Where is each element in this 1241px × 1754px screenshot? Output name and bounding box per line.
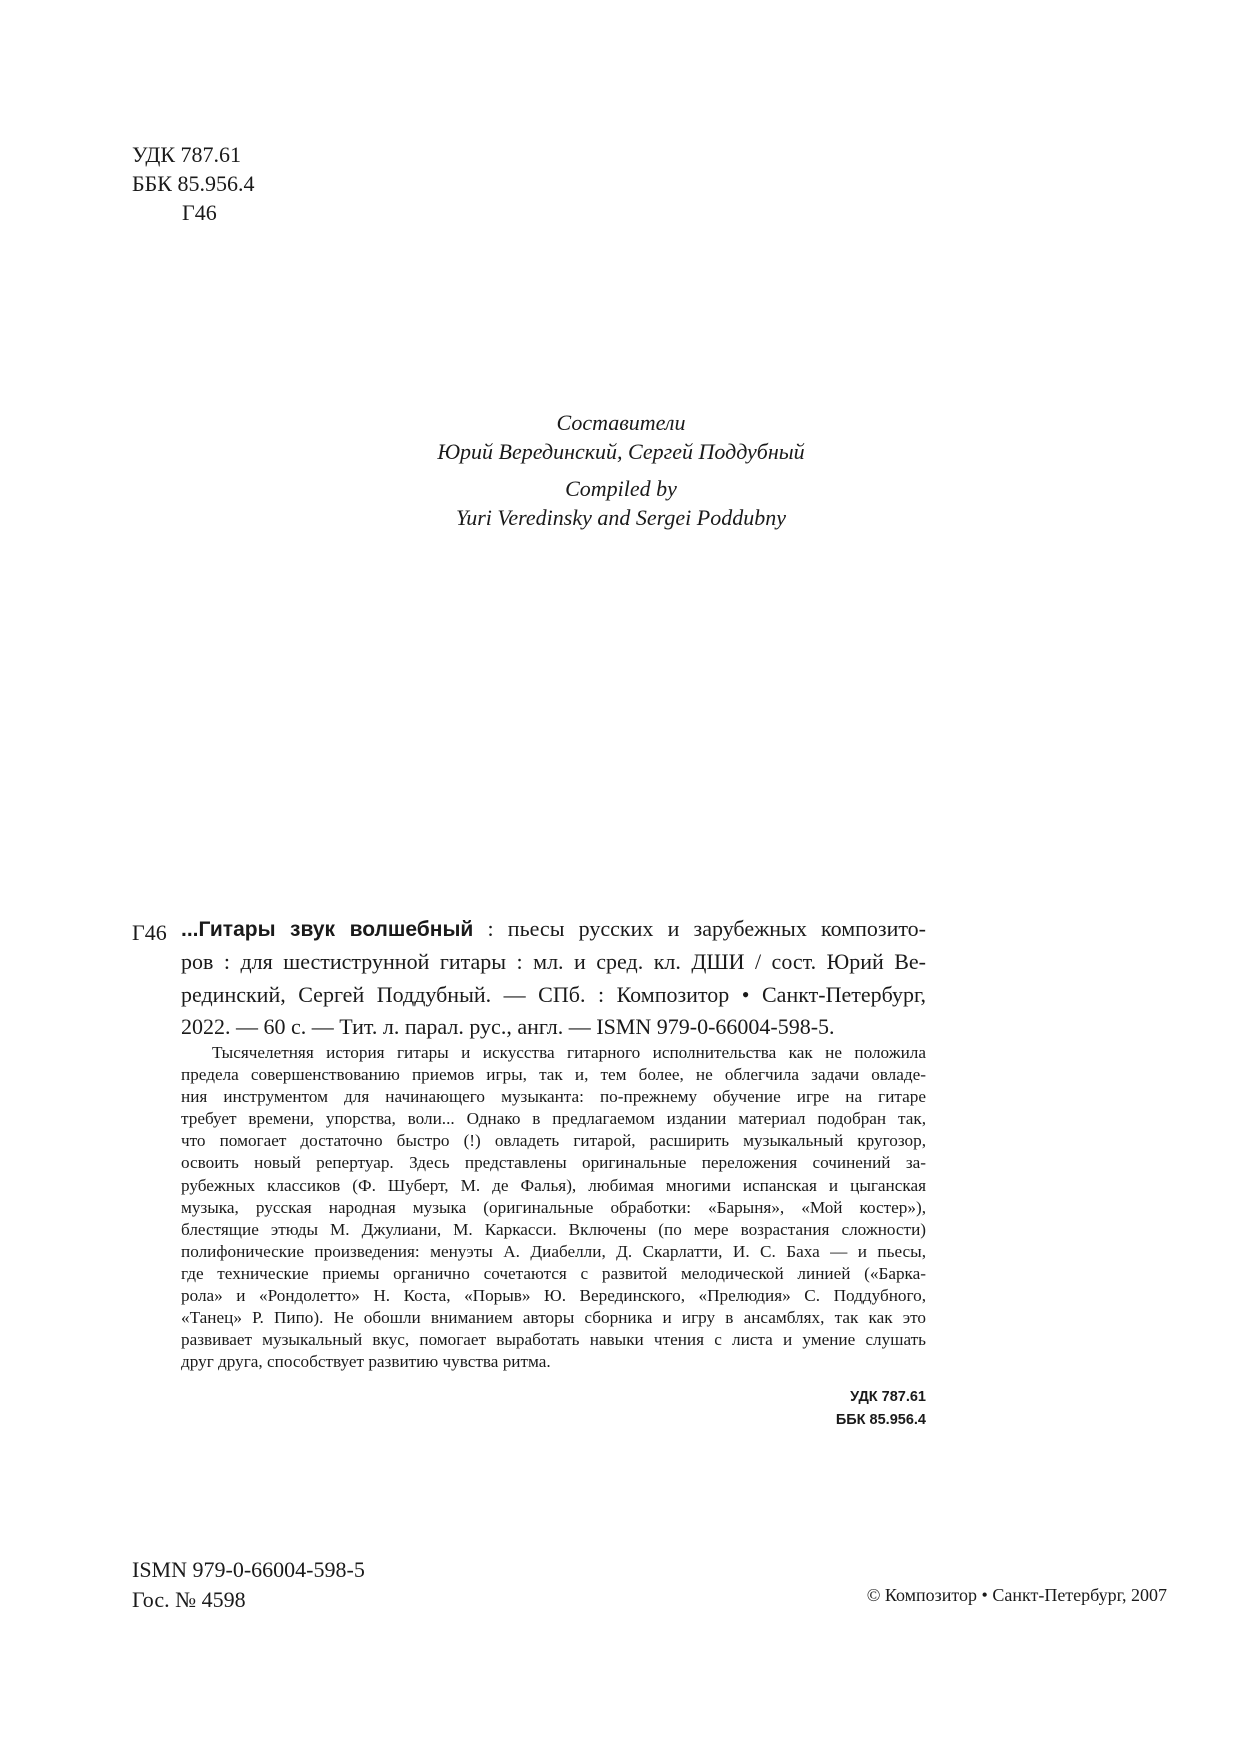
annotation: [181, 1042, 926, 1373]
compilers-heading-en: Compiled by: [565, 476, 677, 501]
author-mark: Г46: [182, 200, 217, 225]
bbk-code: ББК 85.956.4: [132, 171, 255, 196]
ismn: ISMN 979-0-66004-598-5: [132, 1557, 365, 1582]
annotation-line: рубежных классиков (Ф. Шуберт, М. де Фалья), любимая многими испанская и цыганская: [181, 1175, 926, 1195]
bib-line-4: 2022. — 60 с. — Тит. л. парал. рус., англ. — ISMN 979-0-66004-598-5.: [181, 1014, 835, 1040]
udk-code: УДК 787.61: [132, 142, 242, 167]
bib-line-1: ...Гитары звук волшебный : пьесы русских и зарубежных композито-: [181, 916, 927, 941]
compilers-names-ru: Юрий Верединский, Сергей Поддубный: [437, 439, 805, 464]
book-title: ...Гитары звук волшебный: [181, 918, 474, 941]
annotation-line: рола» и «Рондолетто» Н. Коста, «Порыв» Ю. Верединского, «Прелюдия» С. Поддубного,: [181, 1286, 926, 1306]
annotation-line: что помогает достаточно быстро (!) овладеть гитарой, расширить музыкальный кругозор,: [181, 1131, 926, 1151]
compilers-names-en: Yuri Veredinsky and Sergei Poddubny: [456, 505, 786, 530]
gos-number: Гос. № 4598: [132, 1587, 246, 1612]
bibliography-code: Г46: [132, 920, 167, 945]
bib-line-3: рединский, Сергей Поддубный. — СПб. : Композитор • Санкт-Петербург,: [181, 981, 926, 1007]
annotation-line: музыка, русская народная музыка (оригинальные обработки: «Барыня», «Мой костер»),: [181, 1197, 926, 1217]
annotation-line: полифонические произведения: менуэты А. Диабелли, Д. Скарлатти, И. С. Баха — и пьесы,: [181, 1241, 926, 1261]
bbk-code-right: ББК 85.956.4: [835, 1412, 926, 1428]
udk-code-right: УДК 787.61: [850, 1389, 926, 1405]
classification-codes-right: [700, 1386, 926, 1432]
publication-ids: [132, 1555, 365, 1615]
annotation-line: блестящие этюды М. Джулиани, М. Каркасси. Включены (по мере возрастания сложности): [181, 1219, 926, 1239]
bibliographic-record: [181, 913, 926, 1044]
annotation-line: Тысячелетняя история гитары и искусства гитарного исполнительства как не положила: [212, 1043, 926, 1062]
copyright: © Композитор • Санкт-Петербург, 2007: [866, 1585, 1167, 1605]
bib-line-2: ров : для шестиструнной гитары : мл. и сред. кл. ДШИ / сост. Юрий Ве-: [181, 949, 926, 975]
classification-codes-top: [132, 140, 254, 227]
annotation-line: «Танец» Р. Пипо). Не обошли вниманием авторы сборника и игру в ансамблях, так как это: [181, 1308, 926, 1328]
annotation-line: предела совершенствованию приемов игры, так и, тем более, не облегчила задачи овладе-: [181, 1065, 926, 1085]
annotation-line: где технические приемы органично сочетаются с развитой мелодической линией («Барка-: [181, 1263, 926, 1283]
compilers-heading-ru: Составители: [556, 410, 686, 435]
annotation-line: требует времени, упорства, воли... Однако в предлагаемом издании материал подобран так,: [181, 1109, 926, 1129]
annotation-line: друг друга, способствует развитию чувства ритма.: [181, 1352, 551, 1372]
annotation-line: освоить новый репертуар. Здесь представлены оригинальные переложения сочинений за-: [181, 1153, 926, 1173]
annotation-line: развивает музыкальный вкус, помогает выработать навыки чтения с листа и умение слушать: [181, 1330, 926, 1350]
compilers-block: [0, 408, 1241, 532]
annotation-line: ния инструментом для начинающего музыканта: по-прежнему обучение игре на гитаре: [181, 1087, 926, 1107]
